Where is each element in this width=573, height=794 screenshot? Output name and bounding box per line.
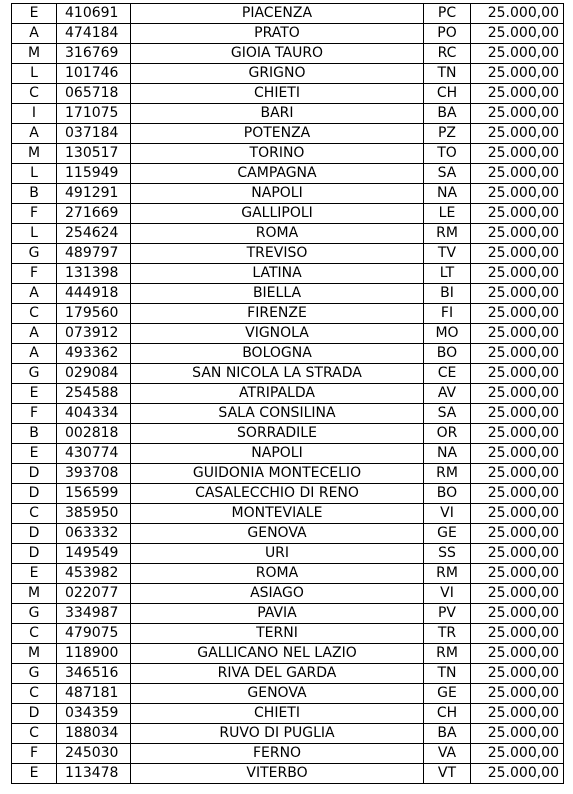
- code-cell: 022077: [57, 584, 131, 604]
- province-cell: BA: [424, 104, 471, 124]
- table-row: [12, 104, 564, 124]
- province-cell: RC: [424, 44, 471, 64]
- table-row: [12, 584, 564, 604]
- table-row: [12, 724, 564, 744]
- city-cell: TERNI: [131, 624, 424, 644]
- code-cell: 149549: [57, 544, 131, 564]
- table-row: [12, 4, 564, 24]
- code-cell: 037184: [57, 124, 131, 144]
- province-cell: LE: [424, 204, 471, 224]
- category-cell: C: [12, 84, 57, 104]
- province-cell: PO: [424, 24, 471, 44]
- code-cell: 491291: [57, 184, 131, 204]
- table-row: [12, 664, 564, 684]
- table-row: [12, 524, 564, 544]
- amount-cell: 25.000,00: [471, 324, 564, 344]
- category-cell: G: [12, 364, 57, 384]
- amount-cell: 25.000,00: [471, 384, 564, 404]
- code-cell: 487181: [57, 684, 131, 704]
- province-cell: GE: [424, 524, 471, 544]
- city-cell: RUVO DI PUGLIA: [131, 724, 424, 744]
- province-cell: RM: [424, 564, 471, 584]
- code-cell: 254588: [57, 384, 131, 404]
- amount-cell: 25.000,00: [471, 64, 564, 84]
- province-cell: RM: [424, 224, 471, 244]
- beneficiaries-table: [11, 3, 564, 784]
- city-cell: BARI: [131, 104, 424, 124]
- amount-cell: 25.000,00: [471, 404, 564, 424]
- province-cell: MO: [424, 324, 471, 344]
- amount-cell: 25.000,00: [471, 484, 564, 504]
- category-cell: E: [12, 444, 57, 464]
- table-row: [12, 264, 564, 284]
- table-row: [12, 244, 564, 264]
- category-cell: C: [12, 684, 57, 704]
- table-row: [12, 224, 564, 244]
- table-row: [12, 324, 564, 344]
- province-cell: BI: [424, 284, 471, 304]
- code-cell: 453982: [57, 564, 131, 584]
- code-cell: 113478: [57, 764, 131, 784]
- city-cell: GRIGNO: [131, 64, 424, 84]
- code-cell: 404334: [57, 404, 131, 424]
- category-cell: D: [12, 524, 57, 544]
- category-cell: D: [12, 544, 57, 564]
- table-row: [12, 744, 564, 764]
- amount-cell: 25.000,00: [471, 664, 564, 684]
- province-cell: BO: [424, 344, 471, 364]
- province-cell: VA: [424, 744, 471, 764]
- code-cell: 474184: [57, 24, 131, 44]
- code-cell: 479075: [57, 624, 131, 644]
- amount-cell: 25.000,00: [471, 644, 564, 664]
- province-cell: SA: [424, 404, 471, 424]
- table-row: [12, 624, 564, 644]
- table-row: [12, 124, 564, 144]
- code-cell: 171075: [57, 104, 131, 124]
- city-cell: FERNO: [131, 744, 424, 764]
- province-cell: RM: [424, 464, 471, 484]
- code-cell: 271669: [57, 204, 131, 224]
- code-cell: 410691: [57, 4, 131, 24]
- category-cell: L: [12, 164, 57, 184]
- city-cell: GIOIA TAURO: [131, 44, 424, 64]
- province-cell: PC: [424, 4, 471, 24]
- city-cell: CASALECCHIO DI RENO: [131, 484, 424, 504]
- amount-cell: 25.000,00: [471, 724, 564, 744]
- province-cell: NA: [424, 184, 471, 204]
- province-cell: LT: [424, 264, 471, 284]
- code-cell: 493362: [57, 344, 131, 364]
- amount-cell: 25.000,00: [471, 684, 564, 704]
- category-cell: C: [12, 304, 57, 324]
- amount-cell: 25.000,00: [471, 224, 564, 244]
- city-cell: TREVISO: [131, 244, 424, 264]
- amount-cell: 25.000,00: [471, 304, 564, 324]
- code-cell: 179560: [57, 304, 131, 324]
- amount-cell: 25.000,00: [471, 624, 564, 644]
- category-cell: A: [12, 124, 57, 144]
- province-cell: NA: [424, 444, 471, 464]
- amount-cell: 25.000,00: [471, 164, 564, 184]
- category-cell: C: [12, 724, 57, 744]
- table-row: [12, 44, 564, 64]
- city-cell: LATINA: [131, 264, 424, 284]
- table-row: [12, 84, 564, 104]
- code-cell: 118900: [57, 644, 131, 664]
- city-cell: NAPOLI: [131, 444, 424, 464]
- amount-cell: 25.000,00: [471, 544, 564, 564]
- province-cell: TV: [424, 244, 471, 264]
- category-cell: M: [12, 144, 57, 164]
- amount-cell: 25.000,00: [471, 124, 564, 144]
- table-row: [12, 144, 564, 164]
- city-cell: VIGNOLA: [131, 324, 424, 344]
- province-cell: TN: [424, 64, 471, 84]
- code-cell: 063332: [57, 524, 131, 544]
- table-row: [12, 164, 564, 184]
- code-cell: 156599: [57, 484, 131, 504]
- table-row: [12, 544, 564, 564]
- code-cell: 334987: [57, 604, 131, 624]
- city-cell: CHIETI: [131, 704, 424, 724]
- category-cell: M: [12, 644, 57, 664]
- province-cell: OR: [424, 424, 471, 444]
- amount-cell: 25.000,00: [471, 704, 564, 724]
- category-cell: L: [12, 224, 57, 244]
- city-cell: BOLOGNA: [131, 344, 424, 364]
- amount-cell: 25.000,00: [471, 204, 564, 224]
- table-row: [12, 504, 564, 524]
- category-cell: F: [12, 264, 57, 284]
- table-row: [12, 424, 564, 444]
- city-cell: MONTEVIALE: [131, 504, 424, 524]
- amount-cell: 25.000,00: [471, 504, 564, 524]
- code-cell: 101746: [57, 64, 131, 84]
- amount-cell: 25.000,00: [471, 764, 564, 784]
- amount-cell: 25.000,00: [471, 104, 564, 124]
- amount-cell: 25.000,00: [471, 444, 564, 464]
- category-cell: C: [12, 504, 57, 524]
- category-cell: D: [12, 464, 57, 484]
- province-cell: VI: [424, 584, 471, 604]
- city-cell: SORRADILE: [131, 424, 424, 444]
- category-cell: F: [12, 744, 57, 764]
- amount-cell: 25.000,00: [471, 184, 564, 204]
- amount-cell: 25.000,00: [471, 84, 564, 104]
- amount-cell: 25.000,00: [471, 344, 564, 364]
- province-cell: BO: [424, 484, 471, 504]
- code-cell: 130517: [57, 144, 131, 164]
- province-cell: BA: [424, 724, 471, 744]
- city-cell: SAN NICOLA LA STRADA: [131, 364, 424, 384]
- table-row: [12, 384, 564, 404]
- category-cell: A: [12, 324, 57, 344]
- city-cell: ASIAGO: [131, 584, 424, 604]
- table-body: [12, 4, 564, 784]
- category-cell: G: [12, 244, 57, 264]
- code-cell: 489797: [57, 244, 131, 264]
- category-cell: F: [12, 204, 57, 224]
- amount-cell: 25.000,00: [471, 244, 564, 264]
- code-cell: 393708: [57, 464, 131, 484]
- amount-cell: 25.000,00: [471, 524, 564, 544]
- amount-cell: 25.000,00: [471, 604, 564, 624]
- province-cell: CE: [424, 364, 471, 384]
- amount-cell: 25.000,00: [471, 264, 564, 284]
- city-cell: GENOVA: [131, 524, 424, 544]
- amount-cell: 25.000,00: [471, 364, 564, 384]
- table-row: [12, 404, 564, 424]
- category-cell: C: [12, 624, 57, 644]
- table-row: [12, 304, 564, 324]
- city-cell: SALA CONSILINA: [131, 404, 424, 424]
- category-cell: F: [12, 404, 57, 424]
- city-cell: RIVA DEL GARDA: [131, 664, 424, 684]
- table-row: [12, 24, 564, 44]
- table-row: [12, 564, 564, 584]
- amount-cell: 25.000,00: [471, 24, 564, 44]
- code-cell: 316769: [57, 44, 131, 64]
- category-cell: G: [12, 604, 57, 624]
- city-cell: ROMA: [131, 564, 424, 584]
- code-cell: 002818: [57, 424, 131, 444]
- province-cell: TN: [424, 664, 471, 684]
- code-cell: 188034: [57, 724, 131, 744]
- code-cell: 065718: [57, 84, 131, 104]
- province-cell: FI: [424, 304, 471, 324]
- table-row: [12, 344, 564, 364]
- table-row: [12, 204, 564, 224]
- amount-cell: 25.000,00: [471, 4, 564, 24]
- amount-cell: 25.000,00: [471, 44, 564, 64]
- table-row: [12, 644, 564, 664]
- category-cell: G: [12, 664, 57, 684]
- category-cell: E: [12, 564, 57, 584]
- code-cell: 029084: [57, 364, 131, 384]
- table-row: [12, 464, 564, 484]
- amount-cell: 25.000,00: [471, 144, 564, 164]
- province-cell: SA: [424, 164, 471, 184]
- code-cell: 034359: [57, 704, 131, 724]
- city-cell: GALLIPOLI: [131, 204, 424, 224]
- city-cell: GENOVA: [131, 684, 424, 704]
- city-cell: ATRIPALDA: [131, 384, 424, 404]
- code-cell: 444918: [57, 284, 131, 304]
- city-cell: PAVIA: [131, 604, 424, 624]
- city-cell: GALLICANO NEL LAZIO: [131, 644, 424, 664]
- city-cell: NAPOLI: [131, 184, 424, 204]
- city-cell: CAMPAGNA: [131, 164, 424, 184]
- table-row: [12, 444, 564, 464]
- amount-cell: 25.000,00: [471, 464, 564, 484]
- code-cell: 346516: [57, 664, 131, 684]
- category-cell: A: [12, 344, 57, 364]
- category-cell: I: [12, 104, 57, 124]
- table-row: [12, 284, 564, 304]
- amount-cell: 25.000,00: [471, 424, 564, 444]
- amount-cell: 25.000,00: [471, 284, 564, 304]
- category-cell: B: [12, 424, 57, 444]
- province-cell: SS: [424, 544, 471, 564]
- category-cell: E: [12, 384, 57, 404]
- code-cell: 073912: [57, 324, 131, 344]
- table-row: [12, 704, 564, 724]
- amount-cell: 25.000,00: [471, 744, 564, 764]
- province-cell: TR: [424, 624, 471, 644]
- city-cell: URI: [131, 544, 424, 564]
- code-cell: 254624: [57, 224, 131, 244]
- category-cell: D: [12, 704, 57, 724]
- category-cell: E: [12, 764, 57, 784]
- table-row: [12, 604, 564, 624]
- province-cell: CH: [424, 84, 471, 104]
- category-cell: E: [12, 4, 57, 24]
- city-cell: BIELLA: [131, 284, 424, 304]
- table-row: [12, 484, 564, 504]
- code-cell: 245030: [57, 744, 131, 764]
- code-cell: 385950: [57, 504, 131, 524]
- province-cell: RM: [424, 644, 471, 664]
- province-cell: VI: [424, 504, 471, 524]
- province-cell: VT: [424, 764, 471, 784]
- province-cell: PZ: [424, 124, 471, 144]
- category-cell: B: [12, 184, 57, 204]
- province-cell: GE: [424, 684, 471, 704]
- province-cell: PV: [424, 604, 471, 624]
- category-cell: M: [12, 584, 57, 604]
- category-cell: L: [12, 64, 57, 84]
- table-row: [12, 64, 564, 84]
- city-cell: FIRENZE: [131, 304, 424, 324]
- city-cell: PRATO: [131, 24, 424, 44]
- category-cell: A: [12, 284, 57, 304]
- code-cell: 115949: [57, 164, 131, 184]
- city-cell: TORINO: [131, 144, 424, 164]
- amount-cell: 25.000,00: [471, 564, 564, 584]
- code-cell: 430774: [57, 444, 131, 464]
- city-cell: POTENZA: [131, 124, 424, 144]
- province-cell: AV: [424, 384, 471, 404]
- category-cell: D: [12, 484, 57, 504]
- province-cell: TO: [424, 144, 471, 164]
- city-cell: GUIDONIA MONTECELIO: [131, 464, 424, 484]
- city-cell: CHIETI: [131, 84, 424, 104]
- code-cell: 131398: [57, 264, 131, 284]
- table-row: [12, 684, 564, 704]
- table-row: [12, 364, 564, 384]
- province-cell: CH: [424, 704, 471, 724]
- table-row: [12, 764, 564, 784]
- table-row: [12, 184, 564, 204]
- amount-cell: 25.000,00: [471, 584, 564, 604]
- city-cell: VITERBO: [131, 764, 424, 784]
- category-cell: M: [12, 44, 57, 64]
- city-cell: ROMA: [131, 224, 424, 244]
- category-cell: A: [12, 24, 57, 44]
- city-cell: PIACENZA: [131, 4, 424, 24]
